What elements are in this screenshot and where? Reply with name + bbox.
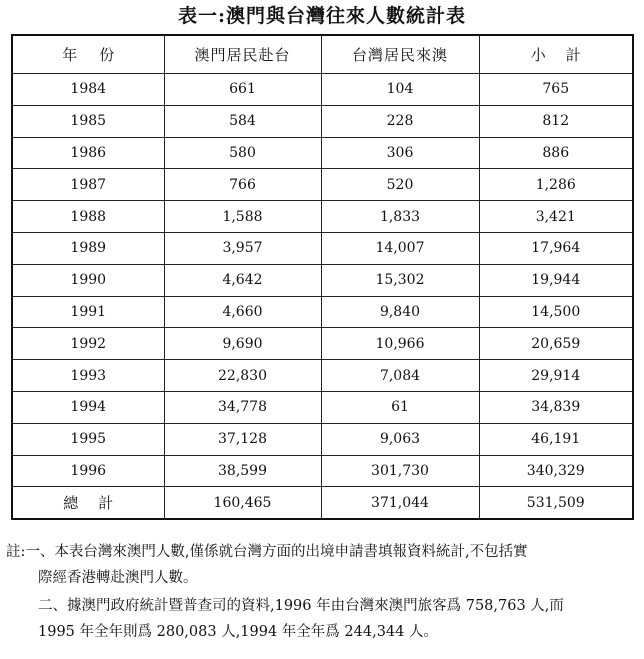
cell-taiwan-to-macau: 306 xyxy=(321,137,479,169)
cell-year: 1985 xyxy=(12,105,164,137)
cell-macau-to-taiwan: 4,642 xyxy=(164,264,321,296)
header-macau-to-taiwan: 澳門居民赴台 xyxy=(164,35,321,74)
cell-year: 1990 xyxy=(12,264,164,296)
cell-subtotal: 19,944 xyxy=(479,264,633,296)
cell-subtotal: 3,421 xyxy=(479,201,633,233)
cell-year: 1991 xyxy=(12,296,164,328)
cell-year: 1984 xyxy=(12,74,164,106)
table-row xyxy=(12,391,633,423)
table-title: 表一:澳門與台灣往來人數統計表 xyxy=(177,5,466,27)
table-row xyxy=(12,74,633,106)
cell-subtotal: 17,964 xyxy=(479,232,633,264)
table-row xyxy=(12,423,633,455)
cell-taiwan-to-macau: 301,730 xyxy=(321,455,479,487)
table-row xyxy=(12,232,633,264)
cell-year: 1994 xyxy=(12,391,164,423)
cell-macau-to-taiwan: 661 xyxy=(164,74,321,106)
cell-macau-to-taiwan: 4,660 xyxy=(164,296,321,328)
cell-subtotal: 46,191 xyxy=(479,423,633,455)
table-row xyxy=(12,201,633,233)
cell-taiwan-to-macau: 1,833 xyxy=(321,201,479,233)
cell-macau-to-taiwan: 38,599 xyxy=(164,455,321,487)
cell-macau-to-taiwan: 580 xyxy=(164,137,321,169)
cell-subtotal: 20,659 xyxy=(479,328,633,360)
cell-taiwan-to-macau: 104 xyxy=(321,74,479,106)
table-row xyxy=(12,296,633,328)
header-subtotal: 小計 xyxy=(479,35,633,74)
cell-taiwan-to-macau: 15,302 xyxy=(321,264,479,296)
total-label: 總計 xyxy=(12,487,164,520)
table-header-row xyxy=(12,35,633,74)
cell-taiwan-to-macau: 520 xyxy=(321,169,479,201)
cell-macau-to-taiwan: 37,128 xyxy=(164,423,321,455)
cell-subtotal: 812 xyxy=(479,105,633,137)
cell-macau-to-taiwan: 3,957 xyxy=(164,232,321,264)
cell-taiwan-to-macau: 14,007 xyxy=(321,232,479,264)
cell-year: 1996 xyxy=(12,455,164,487)
cell-taiwan-to-macau: 9,063 xyxy=(321,423,479,455)
cell-year: 1989 xyxy=(12,232,164,264)
total-subtotal: 531,509 xyxy=(479,487,633,520)
cell-macau-to-taiwan: 34,778 xyxy=(164,391,321,423)
cell-macau-to-taiwan: 1,588 xyxy=(164,201,321,233)
cell-year: 1993 xyxy=(12,360,164,392)
footnote-2-line-2: 1995 年全年則爲 280,083 人,1994 年全年爲 244,344 人。 xyxy=(38,624,438,640)
cell-taiwan-to-macau: 61 xyxy=(321,391,479,423)
cell-macau-to-taiwan: 22,830 xyxy=(164,360,321,392)
cell-macau-to-taiwan: 766 xyxy=(164,169,321,201)
header-taiwan-to-macau: 台灣居民來澳 xyxy=(321,35,479,74)
cell-subtotal: 14,500 xyxy=(479,296,633,328)
cell-subtotal: 34,839 xyxy=(479,391,633,423)
cell-subtotal: 765 xyxy=(479,74,633,106)
cell-year: 1988 xyxy=(12,201,164,233)
cell-year: 1987 xyxy=(12,169,164,201)
table-row xyxy=(12,264,633,296)
table-row xyxy=(12,169,633,201)
cell-subtotal: 886 xyxy=(479,137,633,169)
cell-macau-to-taiwan: 584 xyxy=(164,105,321,137)
cell-year: 1992 xyxy=(12,328,164,360)
table-row xyxy=(12,137,633,169)
header-year: 年份 xyxy=(12,35,164,74)
cell-taiwan-to-macau: 9,840 xyxy=(321,296,479,328)
cell-taiwan-to-macau: 7,084 xyxy=(321,360,479,392)
total-taiwan-to-macau: 371,044 xyxy=(321,487,479,520)
table-row xyxy=(12,360,633,392)
cell-subtotal: 340,329 xyxy=(479,455,633,487)
footnote-1-line-1: 註:一、本表台灣來澳門人數,僅係就台灣方面的出境申請書填報資料統計,不包括實 xyxy=(6,544,528,560)
table-row xyxy=(12,455,633,487)
cell-year: 1995 xyxy=(12,423,164,455)
table-row xyxy=(12,328,633,360)
total-macau-to-taiwan: 160,465 xyxy=(164,487,321,520)
total-row xyxy=(12,487,633,520)
cell-macau-to-taiwan: 9,690 xyxy=(164,328,321,360)
cell-taiwan-to-macau: 10,966 xyxy=(321,328,479,360)
statistics-table xyxy=(11,34,634,520)
cell-year: 1986 xyxy=(12,137,164,169)
cell-subtotal: 29,914 xyxy=(479,360,633,392)
footnote-2-line-1: 二、據澳門政府統計暨普查司的資料,1996 年由台灣來澳門旅客爲 758,763 人,而 xyxy=(38,598,564,614)
table-row xyxy=(12,105,633,137)
cell-subtotal: 1,286 xyxy=(479,169,633,201)
footnote-1-line-2: 際經香港轉赴澳門人數。 xyxy=(38,570,198,586)
cell-taiwan-to-macau: 228 xyxy=(321,105,479,137)
